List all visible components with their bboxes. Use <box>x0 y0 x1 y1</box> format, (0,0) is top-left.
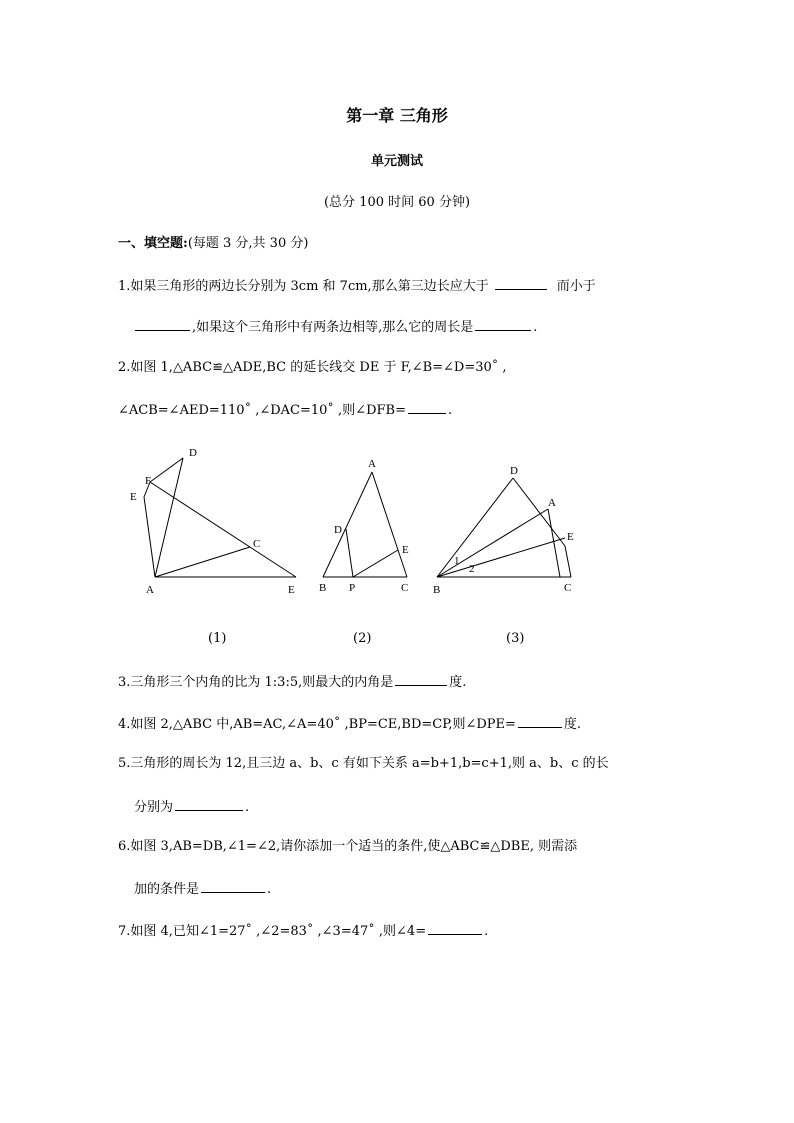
question-1-text-b: 而小于 <box>556 279 596 294</box>
fig3-label-D: D <box>510 465 518 477</box>
question-6-line-1: 6.如图 3,AB=DB,∠1=∠2,请你添加一个适当的条件,使△ABC≌△DBE, 则需添 <box>118 839 578 854</box>
fig3-angle-1: 1 <box>454 555 460 567</box>
fig2-label-D: D <box>334 524 342 536</box>
fig3-label-A: A <box>548 497 556 509</box>
section-note: (每题 3 分,共 30 分) <box>187 236 309 251</box>
question-6-text-b: 加的条件是 <box>134 882 200 897</box>
question-3-text-a: 3.三角形三个内角的比为 1:3:5,则最大的内角是 <box>118 675 394 690</box>
figure-labels <box>130 447 574 596</box>
question-3 <box>118 673 466 691</box>
question-5-text-c: . <box>245 800 250 815</box>
question-6-text-c: . <box>267 882 272 897</box>
question-1-text-c: ,如果这个三角形中有两条边相等,那么它的周长是 <box>192 320 474 335</box>
answer-blank-7[interactable] <box>428 922 482 935</box>
question-5-line-1: 5.三角形的周长为 12,且三边 a、b、c 有如下关系 a=b+1,b=c+1,则 a、b、c 的长 <box>118 756 609 771</box>
exam-info: (总分 100 时间 60 分钟) <box>323 195 471 210</box>
fig2-segment-AB <box>323 472 372 577</box>
question-7 <box>118 922 488 940</box>
fig2-segment-AC <box>372 472 407 577</box>
fig1-label-F: F <box>145 475 152 487</box>
question-2-line-1: 2.如图 1,△ABC≌△ADE,BC 的延长线交 DE 于 F,∠B=∠D=30˚ , <box>118 360 507 375</box>
fig3-segment-DE <box>513 478 565 546</box>
answer-blank-5[interactable] <box>175 798 243 811</box>
fig1-label-B: E <box>288 584 295 596</box>
question-7-text-a: 7.如图 4,已知∠1=27˚ ,∠2=83˚ ,∠3=47˚ ,则∠4= <box>118 924 427 939</box>
fig2-label-C: C <box>401 582 409 594</box>
fig3-label-B: B <box>433 584 441 596</box>
fig3-label-C: C <box>564 582 572 594</box>
fig1-label-E: E <box>130 491 137 503</box>
question-4-text-a: 4.如图 2,△ABC 中,AB=AC,∠A=40˚ ,BP=CE,BD=CP,则∠DPE= <box>118 717 516 732</box>
question-5-line-2 <box>134 798 249 816</box>
figure-1 <box>144 458 296 577</box>
figure-1-caption: (1) <box>208 631 227 646</box>
question-2-text-c: . <box>447 403 453 418</box>
section-heading: 一、填空题: <box>118 236 188 251</box>
figure-2-caption: (2) <box>353 631 372 646</box>
fig3-segment-BD <box>437 478 513 577</box>
answer-blank-4[interactable] <box>518 715 562 728</box>
fig3-segment-EC <box>565 546 571 577</box>
fig2-label-E: E <box>402 544 409 556</box>
fig1-label-A: A <box>146 584 154 596</box>
fig2-segment-PE <box>353 550 398 577</box>
question-7-text-b: . <box>484 924 489 939</box>
fig1-segment-FB <box>150 482 296 577</box>
page-subtitle: 单元测试 <box>370 154 423 169</box>
fig1-segment-AE <box>144 497 155 577</box>
fig3-label-E: E <box>567 531 574 543</box>
question-2-text-b: ∠ACB=∠AED=110˚ ,∠DAC=10˚ ,则∠DFB= <box>118 403 406 418</box>
page-title: 第一章 三角形 <box>346 106 448 125</box>
fig1-label-C: C <box>253 538 261 550</box>
question-3-text-b: 度. <box>449 675 467 690</box>
answer-blank-3[interactable] <box>395 673 447 686</box>
fig2-label-B: B <box>319 582 327 594</box>
fig2-label-P: P <box>349 582 356 594</box>
fig2-label-A: A <box>368 458 376 470</box>
figure-3-caption: (3) <box>506 631 525 646</box>
answer-blank-6[interactable] <box>201 880 265 893</box>
question-1-text-a: 1.如果三角形的两边长分别为 3cm 和 7cm,那么第三边长应大于 <box>118 279 489 294</box>
question-5-text-b: 分别为 <box>134 800 174 815</box>
fig2-segment-DP <box>346 529 353 577</box>
question-4 <box>118 715 581 733</box>
question-1-text-d: . <box>533 320 538 335</box>
fig1-segment-AC <box>155 547 250 577</box>
fig1-label-D: D <box>189 447 197 459</box>
question-4-text-b: 度. <box>563 717 582 732</box>
question-6-line-2 <box>134 880 271 898</box>
fig3-angle-2: 2 <box>469 563 475 575</box>
